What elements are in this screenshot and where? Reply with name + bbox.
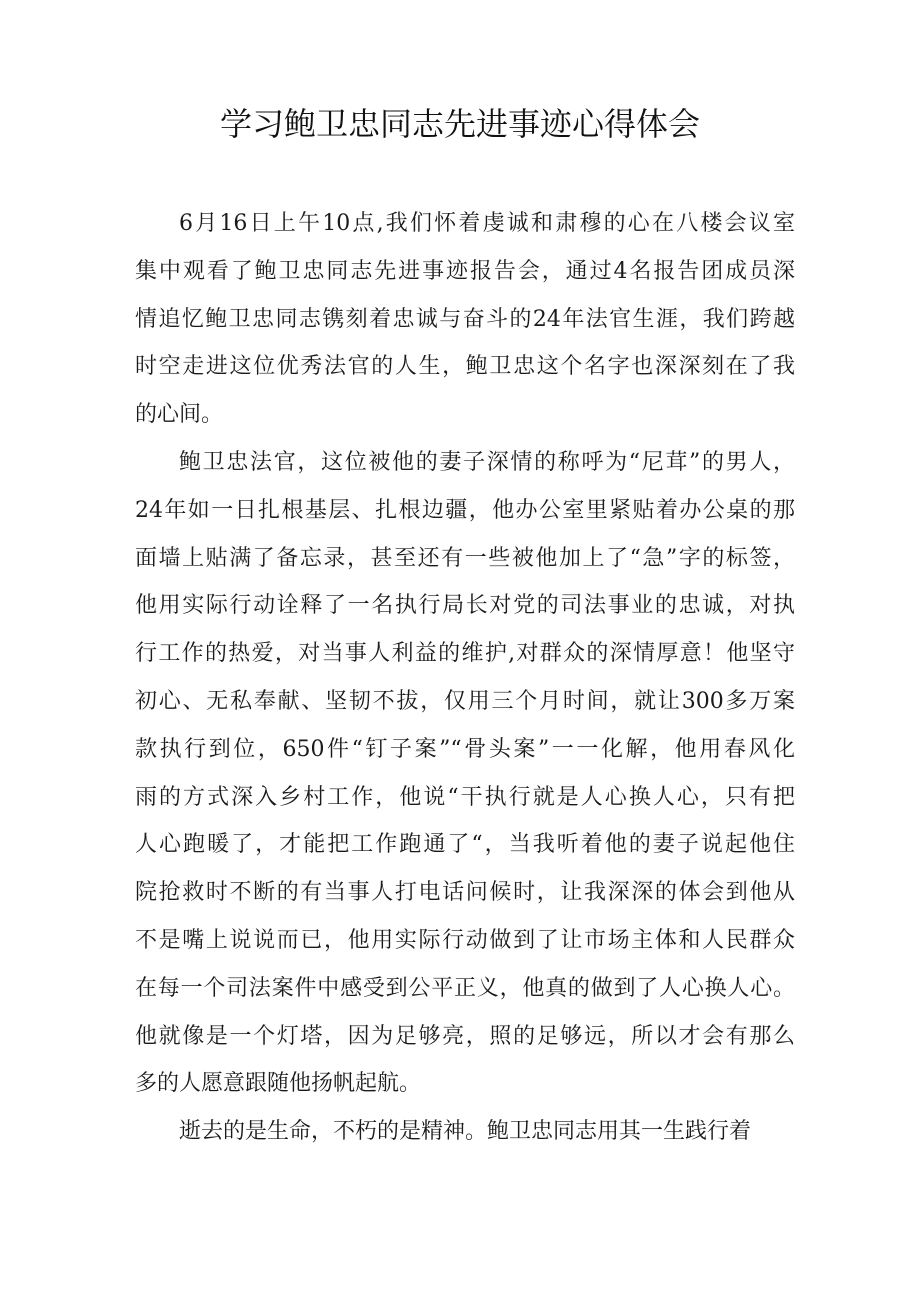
paragraph-line: 情追忆鲍卫忠同志镌刻着忠诚与奋斗的24年法官生涯，我们跨越 (135, 306, 795, 332)
paragraph-line: 行工作的热爱，对当事人利益的维护,对群众的深情厚意！他坚守 (135, 641, 795, 667)
paragraph-line: 多的人愿意跟随他扬帆起航。 (135, 1071, 422, 1097)
paragraph-2 (135, 439, 795, 1108)
paragraph-line: 鲍卫忠法官，这位被他的妻子深情的称呼为“尼茸”的男人， (179, 449, 795, 475)
paragraph-line: 时空走进这位优秀法官的人生，鲍卫忠这个名字也深深刻在了我 (135, 354, 795, 380)
paragraph-line: 面墙上贴满了备忘录，甚至还有一些被他加上了“急”字的标签， (135, 545, 795, 571)
paragraph-1 (135, 200, 795, 439)
paragraph-line: 24年如一日扎根基层、扎根边疆，他办公室里紧贴着办公桌的那 (135, 497, 795, 523)
paragraph-line: 集中观看了鲍卫忠同志先进事迹报告会，通过4名报告团成员深 (135, 258, 795, 284)
document-title: 学习鲍卫忠同志先进事迹心得体会 (219, 105, 700, 143)
paragraph-line: 他用实际行动诠释了一名执行局长对党的司法事业的忠诚，对执 (135, 593, 795, 619)
paragraph-line: 雨的方式深入乡村工作，他说“干执行就是人心换人心，只有把 (135, 784, 795, 810)
paragraph-line: 在每一个司法案件中感受到公平正义，他真的做到了人心换人心。 (135, 975, 795, 1001)
paragraph-line: 不是嘴上说说而已，他用实际行动做到了让市场主体和人民群众 (135, 927, 795, 953)
paragraph-3 (135, 1108, 795, 1156)
paragraph-line: 他就像是一个灯塔，因为足够亮，照的足够远，所以才会有那么 (135, 1023, 795, 1049)
paragraph-line: 款执行到位，650件“钉子案”“骨头案”一一化解，他用春风化 (135, 736, 795, 762)
paragraph-line: 人心跑暖了，才能把工作跑通了“，当我听着他的妻子说起他住 (135, 832, 795, 858)
paragraph-line: 初心、无私奉献、坚韧不拔，仅用三个月时间，就让300多万案 (135, 688, 795, 714)
document-body (135, 200, 795, 1156)
paragraph-line: 6月16日上午10点,我们怀着虔诚和肃穆的心在八楼会议室 (179, 211, 795, 236)
paragraph-line: 的心间。 (135, 402, 224, 428)
paragraph-line: 院抢救时不断的有当事人打电话问候时，让我深深的体会到他从 (135, 880, 795, 906)
paragraph-line: 逝去的是生命，不朽的是精神。鲍卫忠同志用其一生践行着 (179, 1119, 752, 1145)
